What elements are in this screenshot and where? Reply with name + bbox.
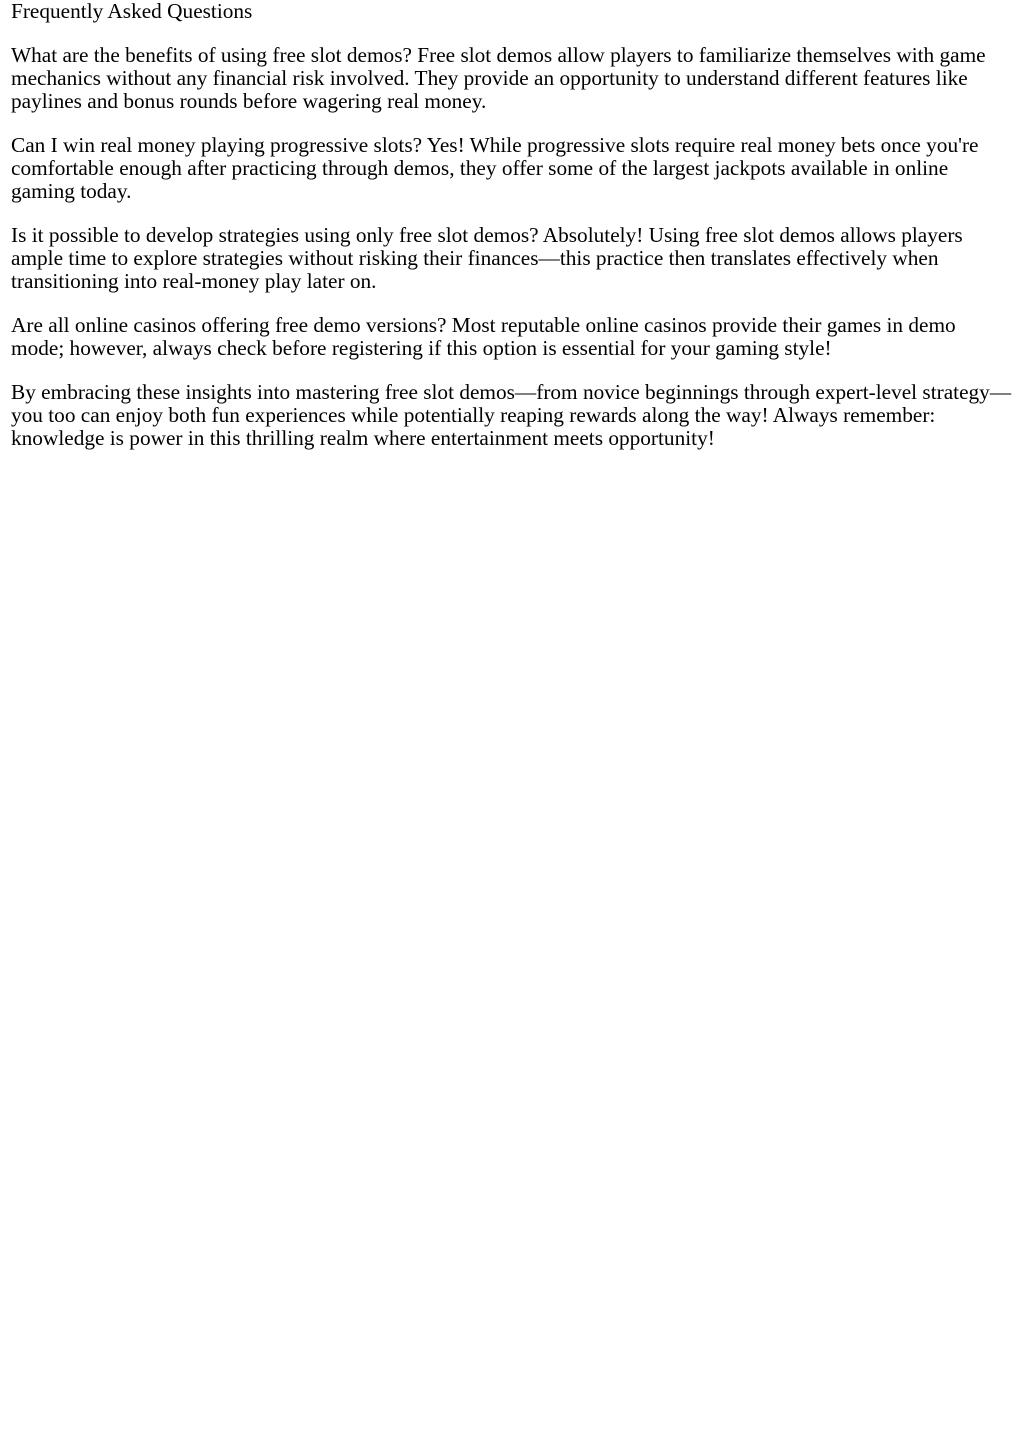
faq-paragraph-progressive: Can I win real money playing progressive slots? Yes! While progressive slots require real money bets once you're comfortable enough after practicing through demos, they offer some of the largest jackpots available in online gaming today. — [11, 133, 979, 203]
document-page — [0, 0, 1024, 450]
faq-paragraph-conclusion: By embracing these insights into mastering free slot demos—from novice beginnings through expert-level strategy—you too can enjoy both fun experiences while potentially reaping rewards along the way! Always remember: knowledge is power in this thrilling realm where entertainment meets opportunity! — [11, 380, 1012, 450]
faq-paragraph-casinos: Are all online casinos offering free demo versions? Most reputable online casinos provide their games in demo mode; however, always check before registering if this option is essential for your gaming style! — [11, 313, 956, 360]
faq-paragraph-benefits: What are the benefits of using free slot demos? Free slot demos allow players to familiarize themselves with game mechanics without any financial risk involved. They provide an opportunity to understand different features like paylines and bonus rounds before wagering real money. — [11, 43, 986, 113]
faq-paragraph-strategies: Is it possible to develop strategies using only free slot demos? Absolutely! Using free slot demos allows players ample time to explore strategies without risking their finances—this practice then translates effectively when transitioning into real-money play later on. — [11, 223, 963, 293]
faq-heading: Frequently Asked Questions — [11, 0, 253, 23]
